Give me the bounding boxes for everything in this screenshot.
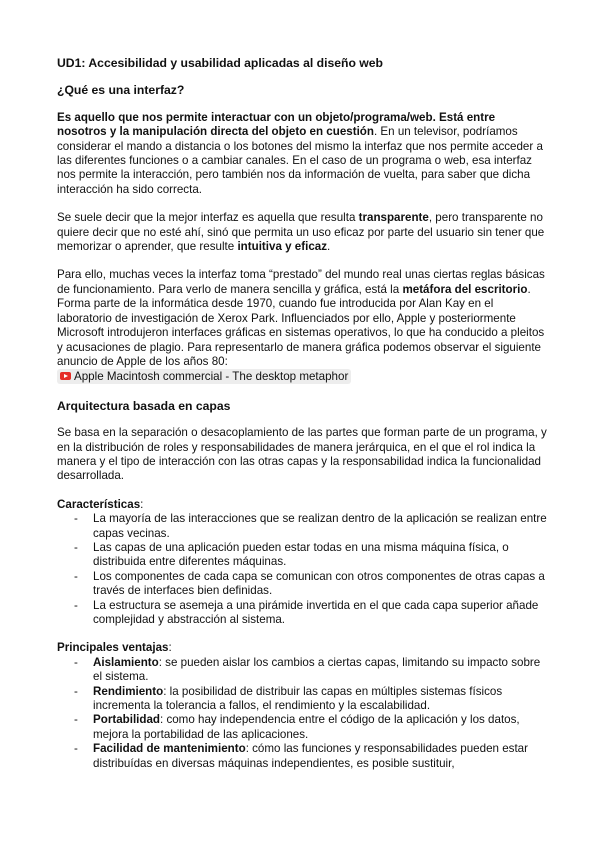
advantages-label: Principales ventajas [57,641,169,655]
list-item [93,656,547,685]
list-item [93,713,547,742]
advantage-text: : la posibilidad de distribuir las capas en múltiples sistemas físicos incrementa la tolerancia a fallos, el rendimiento y la escalabilidad. [93,684,503,713]
youtube-icon [60,372,71,380]
advantages-list [57,656,547,771]
paragraph-definition [57,111,547,197]
document-page [57,56,547,785]
characteristics-list [57,512,547,627]
advantage-term: Rendimiento [93,684,164,698]
advantage-text: : se pueden aislar los cambios a ciertas capas, limitando su impacto sobre el sistema. [93,655,541,684]
transparent-text-b: , pero transparente no quiere decir que no esté ahí, sinó que permita un uso eficaz por parte del usuario sin tener que memorizar o aprender, que resulte [57,211,545,254]
metaphor-text-a: Para ello, muchas veces la interfaz toma “prestado” del mundo real unas ciertas reglas básicas de funcionamiento. Para verlo de manera sencilla y gráfica, está la [57,268,545,296]
document-title: UD1: Accesibilidad y usabilidad aplicadas al diseño web [57,56,384,70]
list-item [93,685,547,714]
list-item: - Los componentes de cada capa se comunican con otros componentes de otras capas a través de interfaces bien definidas. [93,570,547,599]
paragraph-desktop-metaphor [57,268,547,384]
advantage-term: Facilidad de mantenimiento [93,742,246,756]
list-item: - La mayoría de las interacciones que se realizan dentro de la aplicación se realizan entre capas vecinas. [93,512,547,541]
list-item [93,742,547,771]
heading-interfaz: ¿Qué es una interfaz? [57,83,185,98]
video-link-label: Apple Macintosh commercial - The desktop metaphor [74,370,349,384]
advantage-term: Aislamiento [93,655,159,669]
characteristics-colon: : [140,497,144,511]
list-item: - Las capas de una aplicación pueden estar todas en una misma máquina física, o distribuida entre diferentes máquinas. [93,541,547,570]
advantage-text: : como hay independencia entre el código de la aplicación y los datos, mejora la portabilidad de las aplicaciones. [93,713,520,741]
video-link-chip[interactable] [57,369,351,384]
definition-text: . En un televisor, podríamos considerar el mando a distancia o los botones del mismo la interfaz que nos permite acceder a las diferentes funciones o a cambiar canales. En el caso de un programa o web, esa interfaz nos permite la interacción, pero también nos da información de vuelta, para saber que dicha interacción ha sido correcta. [57,125,543,196]
heading-architecture: Arquitectura basada en capas [57,398,231,413]
definition-bold: Es aquello que nos permite interactuar con un objeto/programa/web. Está entre nosotros y la manipulación directa del objeto en cuestión [57,110,496,139]
advantages-colon: : [168,641,172,655]
advantages-heading [57,641,547,655]
metaphor-bold: metáfora del escritorio [402,282,528,296]
intuitive-bold: intuitiva y eficaz [237,240,328,254]
transparent-text-a: Se suele decir que la mejor interfaz es aquella que resulta [57,211,359,225]
advantage-text: : cómo las funciones y responsabilidades pueden estar distribuídas en diversas máquinas independientes, es posible sustituir, [93,742,528,770]
transparent-bold: transparente [358,211,429,225]
metaphor-text-b: . Forma parte de la informática desde 1970, cuando fue introducida por Alan Kay en el laboratorio de investigación de Xerox Park. Influenciados por ello, Apple y posteriormente Microsoft introdujeron interfaces gráficas en sistemas operativos, lo que ha conducido a pleitos y acusaciones de plagio. Para representarlo de manera gráfica podemos observar el siguiente anuncio de Apple de los años 80: [57,282,545,368]
characteristics-heading [57,498,547,512]
transparent-text-c: . [327,240,331,254]
paragraph-architecture: Se basa en la separación o desacoplamiento de las partes que forman parte de un programa, y en la distribución de roles y responsabilidades de manera jerárquica, en el que el rol indica la manera y el tipo de interacción con las otras capas y la responsabilidad indica la funcionalidad desarrollada. [57,426,547,483]
paragraph-transparent [57,211,547,254]
list-item: - La estructura se asemeja a una pirámide invertida en el que cada capa superior añade complejidad y abstracción al sistema. [93,599,547,628]
characteristics-label: Características [57,497,141,511]
advantage-term: Portabilidad [93,713,160,727]
